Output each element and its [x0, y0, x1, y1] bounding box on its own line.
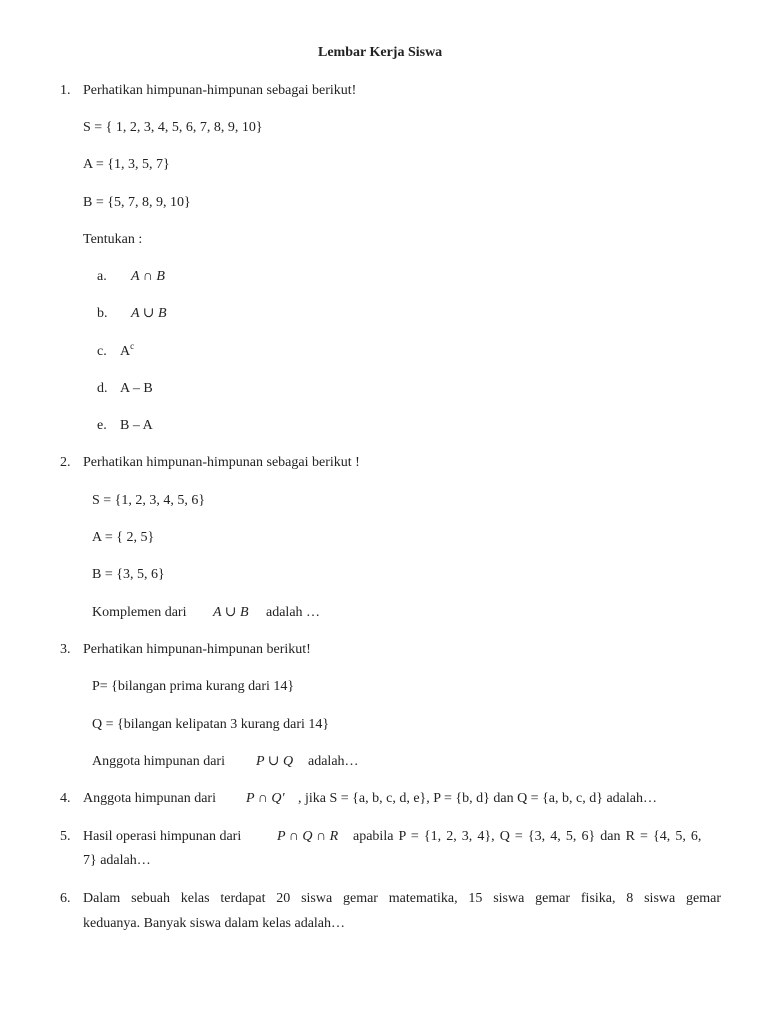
q2-number: 2. — [60, 455, 71, 470]
q1-item-c-base: A — [120, 344, 131, 359]
q5-expr: P ∩ Q ∩ R — [277, 829, 339, 844]
q4-expr: P ∩ Q' — [246, 791, 285, 806]
q1-set-b: B = {5, 7, 8, 9, 10} — [83, 195, 191, 210]
q1-item-d-letter: d. — [97, 381, 108, 396]
q4-text: Anggota himpunan dari — [83, 791, 216, 806]
q1-intro: Perhatikan himpunan-himpunan sebagai berikut! — [83, 83, 357, 98]
q3-tail: adalah… — [308, 754, 359, 769]
q5-tail: apabila P = {1, 2, 3, 4}, Q = {3, 4, 5, 6} dan R = {4, 5, 6, — [353, 829, 702, 844]
q1-item-c-letter: c. — [97, 344, 107, 359]
q1-item-c-superscript: c — [130, 341, 135, 351]
q1-item-e-letter: e. — [97, 418, 107, 433]
q1-item-b-letter: b. — [97, 306, 108, 321]
q1-item-c-expr — [120, 343, 134, 361]
q2-question: Komplemen dari — [92, 605, 187, 620]
q5-number: 5. — [60, 829, 71, 844]
q3-number: 3. — [60, 642, 71, 657]
q4-tail: , jika S = {a, b, c, d, e}, P = {b, d} dan Q = {a, b, c, d} adalah… — [298, 791, 657, 806]
page-title: Lembar Kerja Siswa — [318, 45, 443, 60]
q1-item-b-expr: A ∪ B — [131, 306, 167, 321]
q3-intro: Perhatikan himpunan-himpunan berikut! — [83, 642, 311, 657]
q3-set-p: P= {bilangan prima kurang dari 14} — [92, 679, 295, 694]
q1-tentukan: Tentukan : — [83, 232, 143, 247]
q3-set-q: Q = {bilangan kelipatan 3 kurang dari 14} — [92, 717, 330, 732]
q2-tail: adalah … — [266, 605, 321, 620]
q1-set-s: S = { 1, 2, 3, 4, 5, 6, 7, 8, 9, 10} — [83, 120, 263, 135]
q5-text: Hasil operasi himpunan dari — [83, 829, 242, 844]
q1-item-a-expr: A ∩ B — [131, 269, 165, 284]
q2-set-s: S = {1, 2, 3, 4, 5, 6} — [92, 493, 206, 508]
q3-question: Anggota himpunan dari — [92, 754, 225, 769]
q6-line1: Dalam sebuah kelas terdapat 20 siswa gemar matematika, 15 siswa gemar fisika, 8 siswa gemar — [83, 891, 721, 906]
q2-intro: Perhatikan himpunan-himpunan sebagai berikut ! — [83, 455, 360, 470]
q1-item-e-expr: B – A — [120, 418, 153, 433]
q1-item-d-expr: A – B — [120, 381, 153, 396]
q1-item-a-letter: a. — [97, 269, 107, 284]
q6-line2: keduanya. Banyak siswa dalam kelas adalah… — [83, 916, 346, 931]
q2-set-b: B = {3, 5, 6} — [92, 567, 165, 582]
q1-set-a: A = {1, 3, 5, 7} — [83, 157, 170, 172]
q4-number: 4. — [60, 791, 71, 806]
q2-expr: A ∪ B — [213, 605, 249, 620]
q6-number: 6. — [60, 891, 71, 906]
q3-expr: P ∪ Q — [256, 754, 294, 769]
q1-number: 1. — [60, 83, 71, 98]
q5-line2: 7} adalah… — [83, 853, 151, 868]
q2-set-a: A = { 2, 5} — [92, 530, 155, 545]
